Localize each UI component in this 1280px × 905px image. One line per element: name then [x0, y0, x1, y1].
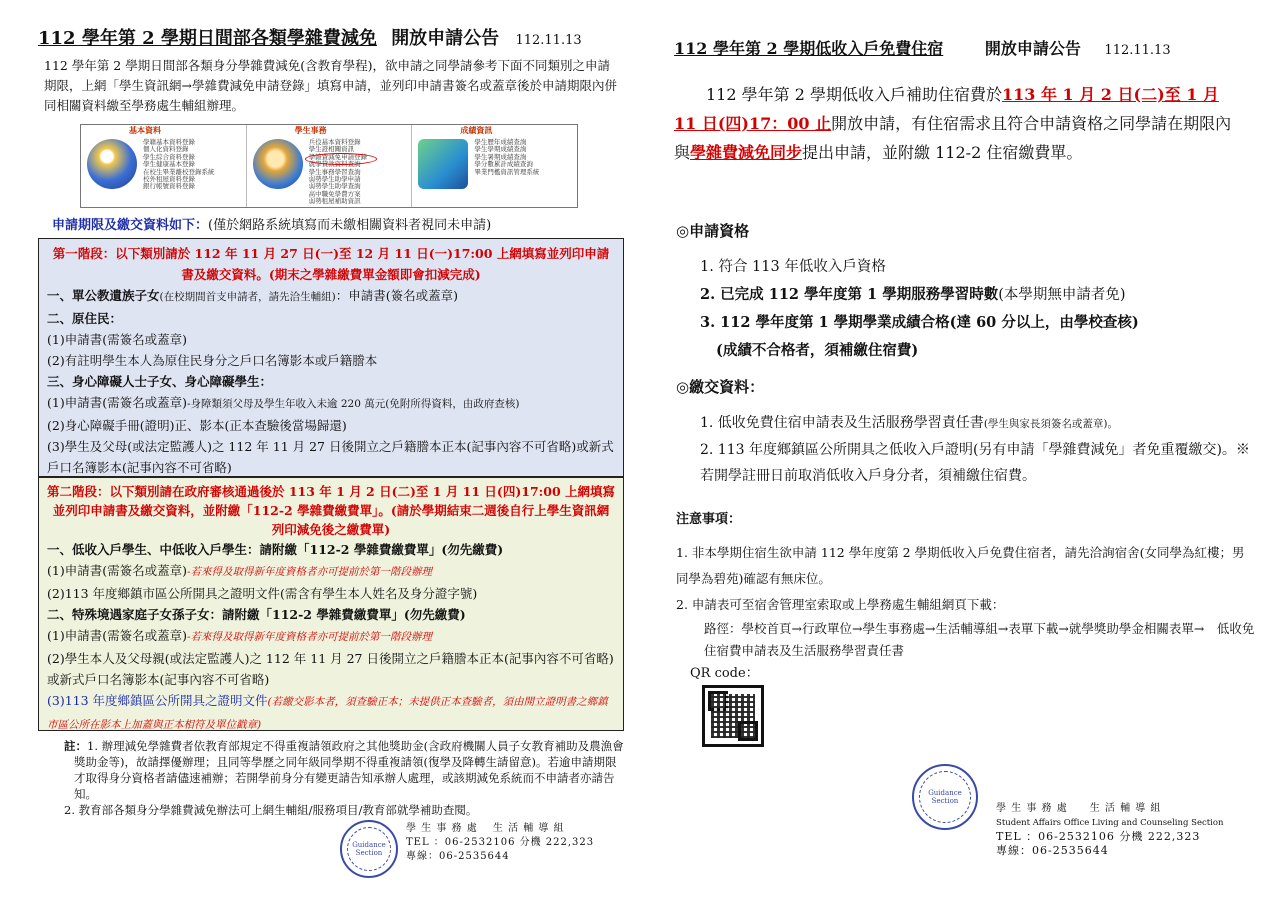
- office-fax: 專線：06-2535644: [996, 844, 1109, 857]
- intro-b: 開放申請，有住宿需求且符合申請資格之同學請在期限內與: [674, 114, 1232, 162]
- phase2-s2-item1: [47, 625, 615, 648]
- people-icon: [253, 139, 303, 189]
- shot-item: 弱勢租屋補助資訊: [308, 197, 361, 206]
- download-path: 路徑：學校首頁→行政單位→學生事務處→生活輔導組→表單下載→就學獎助學金相關表單→ 低收免住宿費申請表及生活服務學習責任書: [704, 621, 1255, 658]
- shot-list: [474, 139, 573, 176]
- phase1-s2: 二、原住民：: [47, 311, 123, 326]
- globe-icon: [87, 139, 137, 189]
- left-announcement: [28, 0, 628, 905]
- shot-item: 兵役基本資料登錄: [308, 138, 361, 146]
- phase1-s1-label: 一、單公教遺族子女: [47, 288, 160, 303]
- book-icon: [418, 139, 468, 189]
- shot-head: 學生事務: [294, 125, 327, 135]
- shot-list: [143, 139, 242, 191]
- phase2-s2-item3: [47, 690, 615, 736]
- note-1: 1. 辦理減免學雜費者依教育部規定不得重複請領政府之其他獎助金(含政府機關人員子女教育補助及農漁會獎助金等)，故請擇優辦理；且同等學歷之同年級同學期不得重複請領(復學及降轉生請留意)。若逾申請期限才取得身分資格者請儘速補辦；若開學前身分有變更請告知承辦人處理，或該期減免系統而不申請者亦請告知。: [74, 739, 624, 801]
- phase1-s3-item1-note: -身障類須父母及學生年收入未逾 220 萬元(免附所得資料，由政府查核): [186, 398, 520, 410]
- apply-heading-note: (僅於網路系統填寫而未繳相關資料者視同未申請): [208, 218, 492, 233]
- left-title-main: 112 學年第 2 學期日間部各類學雜費減免: [38, 28, 377, 49]
- doc-2: 2. 113 年度鄉鎮區公所開具之低收入戶證明(另有申請「學雜費減免」者免重覆繳交)。※若開學註冊日前取消低收入戶身分者，須補繳住宿費。: [700, 442, 1250, 484]
- phase2-s1-item2: (2)113 年度鄉鎮市區公所開具之證明文件(需含有學生本人姓名及身分證字號): [47, 586, 478, 601]
- shot-list: [309, 139, 408, 206]
- doc-1-text: 1. 低收免費住宿申請表及生活服務學習責任書: [700, 415, 984, 431]
- office-seal: [912, 764, 978, 830]
- req-3a: 3. 112 學年度第 1 學期學業成績合格(達 60 分以上，由學校查核): [700, 314, 1139, 331]
- apply-heading: [52, 214, 491, 233]
- req-2b: (本學期無申請者免): [998, 287, 1126, 303]
- right-title-main: 112 學年第 2 學期低收入戶免費住宿: [674, 39, 944, 58]
- office-fax: 專線：06-2535644: [406, 851, 510, 862]
- seal-text: Guidance Section: [352, 841, 386, 857]
- shot-item: 個人化資料登錄: [143, 145, 189, 154]
- office-name: 學 生 事 務 處 生 活 輔 導 組: [996, 803, 1162, 814]
- req-title: ◎申請資格: [676, 222, 750, 240]
- shot-grades: [412, 125, 577, 207]
- phase1-title: 第一階段：以下類別請於 112 年 11 月 27 日(一)至 12 月 11 日(一)17:00 上網填寫並列印申請書及繳交資料。(期末之學雜繳費單金額即會扣減完成): [52, 246, 610, 282]
- office-tel: TEL ：06-2532106 分機 222,323: [996, 830, 1201, 843]
- shot-item: 畢業門檻資訊管理系統: [474, 167, 540, 176]
- intro-dates: 113 年 1 月 2 日(二)至 1 月 11 日(四)17：00 止: [674, 85, 1219, 133]
- shot-basic-data: [81, 125, 247, 207]
- notes-label: 註：: [64, 739, 87, 753]
- phase1-s3-item2: (2)身心障礙手冊(證明)正、影本(正本查驗後當場歸還): [47, 418, 347, 433]
- seal-text: Guidance Section: [928, 789, 962, 805]
- shot-item: 弱勢學生助學查詢: [308, 182, 361, 191]
- shot-item: 學生綜合資料登錄: [143, 152, 195, 161]
- notice-1: 1. 非本學期住宿生欲申請 112 學年度第 2 學期低收入戶免費住宿者，請先洽詢宿舍(女同學為紅樓；男同學為碧苑)確認有無床位。: [676, 545, 1245, 586]
- req-2: [700, 281, 1260, 309]
- intro-c: 提出申請，並附繳 112-2 住宿繳費單。: [802, 143, 1083, 162]
- office-seal: [340, 820, 398, 878]
- intro-sync: 學雜費減免同步: [690, 143, 803, 162]
- doc-1: [700, 410, 1260, 437]
- phase2-s2-item1-note: -若來得及取得新年度資格者亦可提前於第一階段辦理: [186, 631, 433, 643]
- system-screenshot: [80, 124, 578, 208]
- phase2-s2-item3-text: (3)113 年度鄉鎮區公所開具之證明文件: [47, 693, 268, 708]
- office-name-en: Student Affairs Office Living and Counseling Section: [996, 818, 1224, 828]
- phase1-s3-item1: [47, 392, 615, 415]
- shot-item: 銀行帳號資料登錄: [143, 182, 195, 191]
- left-title: [38, 24, 582, 50]
- doc-title: ◎繳交資料：: [676, 378, 765, 396]
- phase2-s2-item2: (2)學生本人及父母親(或法定監護人)之 112 年 11 月 27 日後開立之戶籍謄本正本(記事內容不可省略)或新式戶口名簿影本(記事內容不可省略): [47, 651, 614, 687]
- shot-item: 學分數累計成績查詢: [474, 160, 533, 169]
- office-name: 學 生 事 務 處 生 活 輔 導 組: [406, 823, 565, 834]
- shot-item: 學生歷年成績查詢: [474, 138, 527, 146]
- note-item: 2. 教育部各類身分學雜費減免辦法可上網生輔組/服務項目/教育部就學補助查閱。: [64, 803, 478, 817]
- apply-heading-main: 申請期限及繳交資料如下：: [52, 218, 209, 233]
- shot-item: 就學貸款資料查詢: [308, 160, 361, 169]
- shot-item: 弱勢學生助學申請: [308, 175, 361, 184]
- shot-item: 校外租屋資料登錄: [143, 175, 195, 184]
- right-title-suffix: 開放申請公告: [984, 39, 1081, 58]
- phase2-title: 第二階段：以下類別請在政府審核通過後於 113 年 1 月 2 日(二)至 1 月 11 日(四)17:00 上網填寫並列印申請書及繳交資料，並附繳「112-2 學雜費繳費單」。(請於學期結束二週後自行上學生資訊網列印減免後之繳費單): [47, 484, 616, 537]
- phase1-box: [38, 238, 624, 477]
- phase2-s2-item3-note: (若繳交影本者，須查驗正本；未提供正本查驗者，須由開立證明書之鄉鎮市區公所在影本上加蓋與正本相符及單位戳章): [47, 696, 608, 731]
- left-notes: [46, 738, 626, 818]
- phase1-s1-tail: ：申請書(簽名或蓋章): [335, 288, 458, 303]
- phase2-s1: 一、低收入戶學生、中低收入戶學生：請附繳「112-2 學雜費繳費單」(勿先繳費): [47, 542, 504, 557]
- phase1-s3-item3: (3)學生及父母(或法定監護人)之 112 年 11 月 27 日後開立之戶籍謄本正本(記事內容不可省略)或新式戶口名簿影本(記事內容不可省略): [47, 439, 614, 475]
- shot-item: 學生學期成績查詢: [474, 145, 527, 154]
- right-announcement: [660, 0, 1260, 905]
- phase1-s1-note: (在校期間首支申請者，請先洽生輔組): [159, 291, 336, 303]
- shot-head: 成績資訊: [460, 125, 493, 135]
- shot-item: 高中職免學費方案: [308, 189, 361, 198]
- shot-item: 學雜費減免申請登錄: [308, 152, 368, 161]
- note-item: [46, 738, 626, 802]
- right-intro: [674, 80, 1246, 167]
- phase2-s1-item1-note: -若來得及取得新年度資格者亦可提前於第一階段辦理: [186, 566, 433, 578]
- shot-item: 學籍基本資料登錄: [143, 138, 195, 146]
- phase1-s1: [47, 285, 615, 308]
- phase2-s2-item1-text: (1)申請書(需簽名或蓋章): [47, 628, 187, 643]
- doc-list: [700, 410, 1260, 489]
- left-intro: 112 學年第 2 學期日間部各類身分學雜費減免(含教育學程)，欲申請之同學請參考下面不同類別之申請期限，上網「學生資訊網→學雜費減免申請登錄」填寫申請，並列印申請書簽名或蓋章後於申請期限內併同相關資料繳至學務處生輔組辦理。: [44, 58, 617, 113]
- shot-item: 學生暑期成績查詢: [474, 152, 527, 161]
- left-date: 112.11.13: [515, 33, 582, 48]
- office-tel: TEL ：06-2532106 分機 222,323: [406, 837, 595, 848]
- qr-code[interactable]: [702, 685, 764, 747]
- shot-student-affairs: [247, 125, 413, 207]
- phase2-s2: 二、特殊境遇家庭子女孫子女：請附繳「112-2 學雜費繳費單」(勿先繳費): [47, 607, 466, 622]
- shot-item: 學生證相關資訊: [308, 145, 355, 154]
- left-title-suffix: 開放申請公告: [391, 28, 500, 49]
- left-office: [406, 822, 594, 864]
- notice-2: 2. 申請表可至宿舍管理室索取或上學務處生輔組網頁下載：: [676, 597, 1005, 612]
- phase2-s1-item1: [47, 560, 615, 583]
- shot-head: 基本資料: [129, 125, 161, 135]
- phase2-box: [38, 477, 624, 731]
- phase1-s3-item1-text: (1)申請書(需簽名或蓋章): [47, 395, 187, 410]
- notice-list: [676, 540, 1256, 662]
- phase2-s1-item1-text: (1)申請書(需簽名或蓋章): [47, 563, 187, 578]
- req-3b: (成績不合格者，須補繳住宿費): [716, 342, 919, 359]
- phase1-s3: 三、身心障礙人士子女、身心障礙學生：: [47, 374, 273, 389]
- phase1-s2-item: (2)有註明學生本人為原住民身分之戶口名簿影本或戶籍謄本: [47, 353, 378, 368]
- shot-item: 學生健康基本登錄: [143, 160, 195, 169]
- notice-title: 注意事項：: [676, 512, 742, 527]
- req-1: 1. 符合 113 年低收入戶資格: [700, 259, 886, 275]
- shot-item: 在校生畢業離校登錄系統: [143, 167, 215, 176]
- right-title: [674, 36, 1171, 59]
- right-office: [996, 802, 1223, 858]
- qr-label: QR code：: [690, 666, 759, 681]
- shot-item: 學生事務學習查詢: [308, 167, 361, 176]
- doc-1-note: (學生與家長須簽名或蓋章)。: [983, 418, 1119, 430]
- req-2a: 2. 已完成 112 學年度第 1 學期服務學習時數: [700, 286, 999, 303]
- req-list: [700, 253, 1260, 365]
- intro-a: 112 學年第 2 學期低收入戶補助住宿費於: [706, 85, 1002, 104]
- highlight-circle: [305, 153, 377, 165]
- right-date: 112.11.13: [1104, 43, 1171, 58]
- phase1-s2-item: (1)申請書(需簽名或蓋章): [47, 332, 187, 347]
